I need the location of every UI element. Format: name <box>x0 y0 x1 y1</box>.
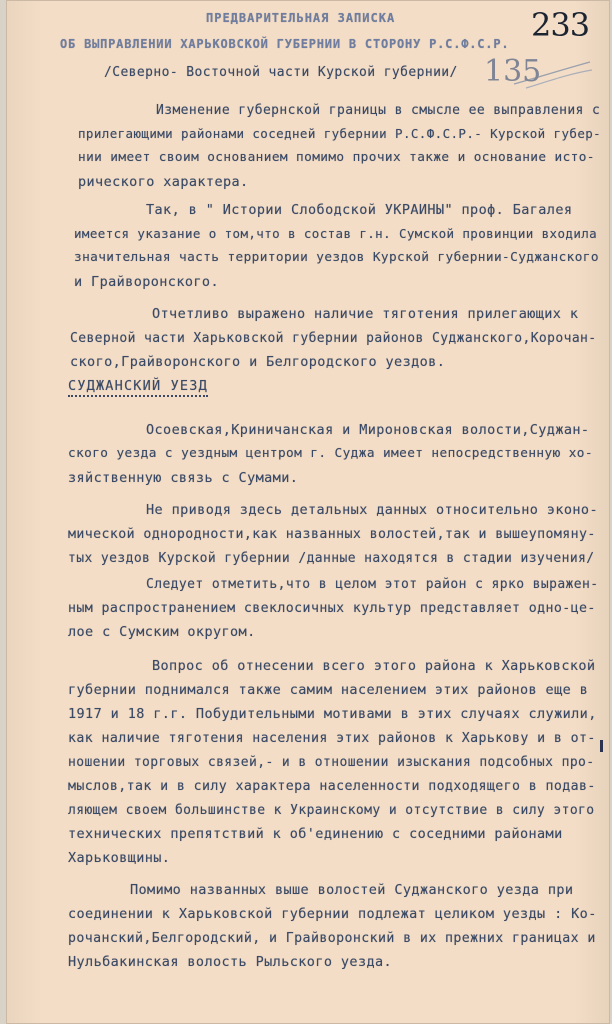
body-line: Отчетливо выражено наличие тяготения прилегающих к <box>152 306 579 322</box>
document-subtitle-region: /Северно- Восточной части Курской губернии/ <box>104 65 458 80</box>
body-line: ляющем своем большинстве к Украинскому и отсутствие в силу этого <box>68 803 595 818</box>
margin-mark <box>600 740 603 752</box>
body-line: Северной части Харьковской губернии районов Суджанского,Корочан- <box>70 331 597 346</box>
body-line: Изменение губернской границы в смысле ее выправления с <box>156 103 601 118</box>
body-line: нии имеет своим основанием помимо прочих также и основание исто- <box>78 150 595 165</box>
body-line: лое с Сумским округом. <box>68 624 256 640</box>
page-number-handwritten: 233 <box>531 6 590 44</box>
pencil-number-handwritten: 135 <box>484 54 542 89</box>
body-line: соединении к Харьковской губернии подлежат целиком уезды : Ко- <box>68 906 597 922</box>
body-line: губернии поднимался также самим населением этих районов еще в <box>68 682 589 698</box>
body-line: рочанский,Белгородский, и Грайворонский в их прежних границах и <box>68 931 596 946</box>
body-line: мической однородности,как названных волостей,так и вышеупомяну- <box>68 527 596 542</box>
document-title: ПРЕДВАРИТЕЛЬНАЯ ЗАПИСКА <box>206 11 396 25</box>
document-subtitle: ОБ ВЫПРАВЛЕНИИ ХАРЬКОВСКОЙ ГУБЕРНИИ В СТОРОНУ Р.С.Ф.С.Р. <box>60 37 510 51</box>
body-line: Нульбакинская волость Рыльского уезда. <box>68 954 393 970</box>
body-line: Осоевская,Криничанская и Мироновская волости,Суджан- <box>146 422 590 438</box>
body-line: ным распространением свеклосичных культур представляет одно-це- <box>68 601 596 616</box>
body-line: как наличие тяготения населения этих районов к Харькову и в от- <box>68 731 596 746</box>
body-line: ского уезда с уездным центром г. Суджа имеет непосредственную хо- <box>68 446 593 461</box>
body-line: Харьковщины. <box>68 850 171 866</box>
body-line: значительная часть территории уездов Курской губернии-Суджанского <box>74 250 599 265</box>
body-line: зяйственную связь с Сумами. <box>68 470 299 486</box>
body-line: прилегающими районами соседней губернии Р.С.Ф.С.Р.- Курской губер- <box>78 126 602 141</box>
body-line: Вопрос об отнесении всего этого района к Харьковской <box>152 658 596 674</box>
body-line: 1917 и 18 г.г. Побудительными мотивами в этих случаях служили, <box>68 706 597 722</box>
body-line: Помимо названных выше волостей Суджанского уезда при <box>130 882 574 898</box>
document-page <box>6 0 610 1024</box>
body-line: ского,Грайворонского и Белгородского уездов. <box>70 354 446 370</box>
body-line: технических препятствий к об'единению с соседними районами <box>68 826 563 842</box>
body-line: и Грайворонского. <box>74 274 219 290</box>
body-line: ношении торговых связей,- и в отношении изыскания подсобных про- <box>68 755 595 770</box>
body-line: мыслов,так и в силу характера населенности подходящего в подав- <box>68 779 596 794</box>
body-line: Так, в " Истории Слободской УКРАИНЫ" проф. Багалея <box>146 202 573 218</box>
body-line: имеется указание о том,что в состав г.н. Сумской провинции входила <box>74 226 598 241</box>
body-line: тых уездов Курской губернии /данные находятся в стадии изучения/ <box>68 551 595 566</box>
body-line: Не приводя здесь детальных данных относительно эконо- <box>146 502 598 518</box>
body-line: рического характера. <box>78 174 249 190</box>
body-line: Следует отметить,что в целом этот район с ярко выражен- <box>146 577 599 592</box>
section-heading: СУДЖАНСКИЙ УЕЗД <box>68 380 208 397</box>
